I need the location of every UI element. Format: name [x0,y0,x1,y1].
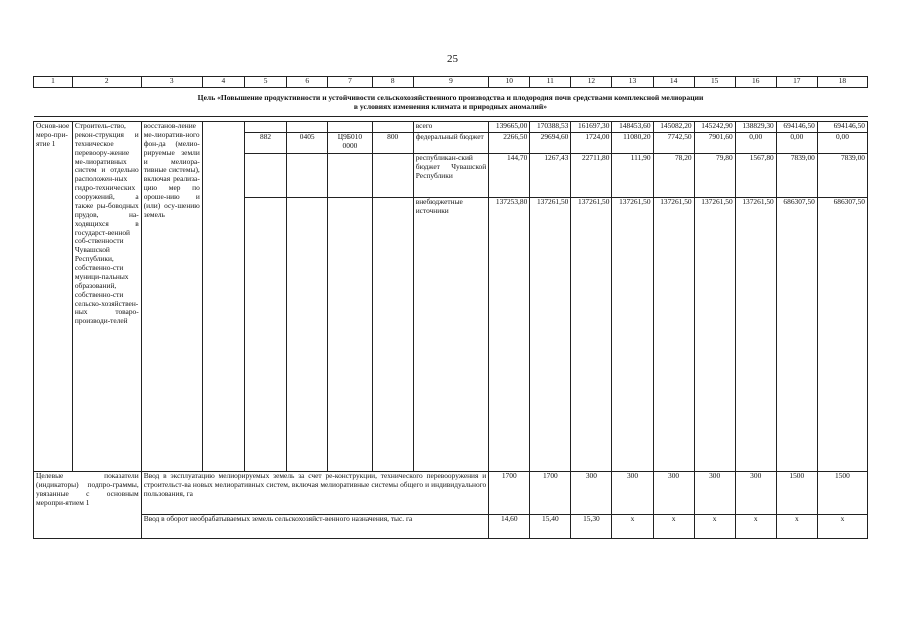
goal-line-1: Цель «Повышение продуктивности и устойчивости сельскохозяйственного производства и плодородия почв средствами комплексной мелиорации [197,92,704,102]
empty-cell [372,198,413,472]
header-row [34,77,868,88]
indicator-name: Ввод в оборот необрабатываемых земель сельскохозяйст-венного назначения, тыс. га [141,515,489,539]
value-cell: 0,00 [776,133,817,154]
event-responsible [202,122,244,472]
value-cell: x [817,515,867,539]
empty-cell [328,122,372,133]
header-cell: 4 [202,77,244,88]
empty-cell [287,154,328,198]
empty-cell [244,198,286,472]
goal-text [34,88,868,117]
empty-cell [328,198,372,472]
table-row [34,122,868,133]
value-cell: x [653,515,694,539]
table-row [34,472,868,515]
value-cell: 15,40 [530,515,571,539]
goal-row [34,88,868,117]
value-cell: 300 [653,472,694,515]
value-cell: 15,30 [571,515,612,539]
value-cell: 694146,50 [817,122,867,133]
header-cell: 11 [530,77,571,88]
header-cell: 2 [72,77,141,88]
header-cell: 10 [489,77,530,88]
value-cell: 79,80 [694,154,735,198]
value-cell: 137261,50 [530,198,571,472]
value-cell: 7839,00 [776,154,817,198]
header-cell: 17 [776,77,817,88]
value-cell: 170388,53 [530,122,571,133]
empty-cell [372,154,413,198]
value-cell: 14,60 [489,515,530,539]
header-cell: 12 [571,77,612,88]
page-number: 25 [447,53,458,65]
header-cell: 15 [694,77,735,88]
header-cell: 14 [653,77,694,88]
indicator-name: Ввод в эксплуатацию мелиорируемых земель за счет ре-конструкции, технического перевооружения и строительст-ва новых мелиоративных систем, включая мелиоративные системы общего и индивидуального пользования, га [141,472,489,515]
value-cell: x [694,515,735,539]
value-cell: 686307,50 [776,198,817,472]
header-cell: 16 [735,77,776,88]
value-cell: 139665,00 [489,122,530,133]
value-cell: 0,00 [817,133,867,154]
value-cell: 137261,50 [735,198,776,472]
value-cell: 686307,50 [817,198,867,472]
value-cell: 137261,50 [653,198,694,472]
grbs-cell: 882 [244,133,286,154]
vr-cell: 800 [372,133,413,154]
value-cell: 694146,50 [776,122,817,133]
header-cell: 5 [244,77,286,88]
value-cell: 29694,60 [530,133,571,154]
event-name: Строитель-ство, рекон-струкция и техническое перевоору-жение ме-лиоративных систем и отдельно расположен-ных гидро-технических сооружений, а также ры-боводных прудов, на-ходящихся в государст-венной соб-ственности Чувашской Республики, собственно-сти муници-пальных образований, собственно-сти сельско-хозяйствен-ных товаро-производи-телей [72,122,141,472]
value-cell: 148453,60 [612,122,653,133]
value-cell: 7742,50 [653,133,694,154]
value-cell: 1567,80 [735,154,776,198]
empty-cell [287,122,328,133]
header-cell: 6 [287,77,328,88]
indicators-label: Целевые показатели (индикаторы) подпро-граммы, увязанные с основным меропри-ятием 1 [34,472,142,539]
value-cell: 0,00 [735,133,776,154]
csr-cell: Ц9Б010 0000 [328,133,372,154]
program-table [33,76,868,539]
value-cell: 137261,50 [571,198,612,472]
value-cell: 22711,80 [571,154,612,198]
value-cell: 161697,30 [571,122,612,133]
value-cell: 300 [571,472,612,515]
value-cell: 11080,20 [612,133,653,154]
event-status: Основ-ное меро-при-ятие 1 [34,122,73,472]
value-cell: 137261,50 [694,198,735,472]
value-cell: 7901,60 [694,133,735,154]
value-cell: 137261,50 [612,198,653,472]
value-cell: 1700 [489,472,530,515]
value-cell: 300 [694,472,735,515]
rzpr-cell: 0405 [287,133,328,154]
value-cell: x [776,515,817,539]
source-cell: всего [413,122,489,133]
value-cell: 145082,20 [653,122,694,133]
value-cell: 300 [735,472,776,515]
empty-cell [244,122,286,133]
value-cell: 2266,50 [489,133,530,154]
header-cell: 9 [413,77,489,88]
event-description: восстанов-ление ме-лиоратив-ного фон-да (мелио-рируемые земли и мелиора-тивные системы), включая реализа-цию мер по ороше-нию и (или) осу-шению земель [141,122,202,472]
empty-cell [244,154,286,198]
table-row [34,515,868,539]
value-cell: 78,20 [653,154,694,198]
value-cell: x [612,515,653,539]
value-cell: 111,90 [612,154,653,198]
source-cell: федеральный бюджет [413,133,489,154]
value-cell: 138829,30 [735,122,776,133]
header-cell: 8 [372,77,413,88]
header-cell: 18 [817,77,867,88]
value-cell: 1724,00 [571,133,612,154]
source-cell: внебюджетные источники [413,198,489,472]
value-cell: 1500 [776,472,817,515]
goal-line-2: в условиях изменения климата и природных аномалий» [353,102,548,111]
empty-cell [287,198,328,472]
empty-cell [372,122,413,133]
value-cell: 7839,00 [817,154,867,198]
source-cell: республикан-ский бюджет Чувашской Республики [413,154,489,198]
value-cell: 137253,80 [489,198,530,472]
value-cell: x [735,515,776,539]
header-cell: 3 [141,77,202,88]
value-cell: 144,70 [489,154,530,198]
empty-cell [328,154,372,198]
value-cell: 145242,90 [694,122,735,133]
value-cell: 1267,43 [530,154,571,198]
value-cell: 300 [612,472,653,515]
header-cell: 7 [328,77,372,88]
value-cell: 1700 [530,472,571,515]
header-cell: 1 [34,77,73,88]
header-cell: 13 [612,77,653,88]
value-cell: 1500 [817,472,867,515]
